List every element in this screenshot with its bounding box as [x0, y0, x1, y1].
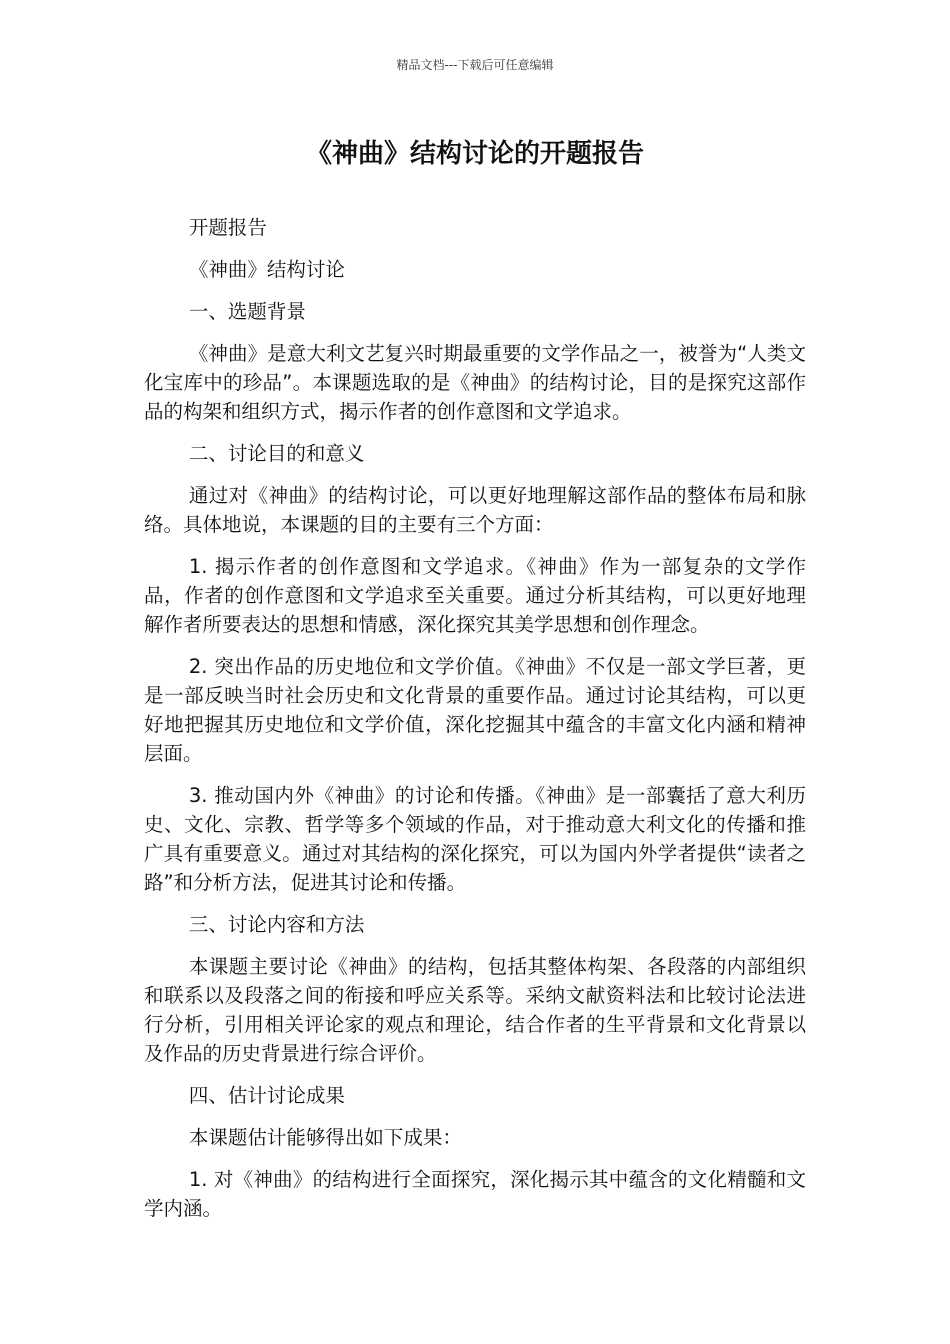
- section-heading-background: 一、选题背景: [188, 300, 306, 323]
- section-heading-methods: 三、讨论内容和方法: [188, 913, 365, 936]
- page-header-note: 精品文档---下载后可任意编辑: [396, 58, 554, 72]
- paragraph-report-label: 开题报告: [188, 216, 267, 239]
- paragraph-results-intro: 本课题估计能够得出如下成果：: [188, 1126, 462, 1149]
- paragraph-results-item-1: 1. 对《神曲》的结构进行全面探究，深化揭示其中蕴含的文化精髓和文学内涵。: [144, 1168, 806, 1220]
- paragraph-topic: 《神曲》结构讨论: [188, 258, 345, 281]
- paragraph-purpose-intro: 通过对《神曲》的结构讨论，可以更好地理解这部作品的整体布局和脉络。具体地说，本课题的目的主要有三个方面：: [144, 484, 806, 536]
- document-title: 《神曲》结构讨论的开题报告: [305, 139, 644, 169]
- paragraph-purpose-item-1: 1. 揭示作者的创作意图和文学追求。《神曲》作为一部复杂的文学作品，作者的创作意图和文学追求至关重要。通过分析其结构，可以更好地理解作者所要表达的思想和情感，深化探究其美学思想和创作理念。: [144, 555, 806, 636]
- document-body: [144, 213, 806, 1236]
- section-heading-results: 四、估计讨论成果: [188, 1084, 345, 1107]
- paragraph-background: 《神曲》是意大利文艺复兴时期最重要的文学作品之一，被誉为“人类文化宝库中的珍品”。本课题选取的是《神曲》的结构讨论，目的是探究这部作品的构架和组织方式，揭示作者的创作意图和文学追求。: [144, 342, 806, 423]
- paragraph-methods: 本课题主要讨论《神曲》的结构，包括其整体构架、各段落的内部组织和联系以及段落之间的衔接和呼应关系等。采纳文献资料法和比较讨论法进行分析，引用相关评论家的观点和理论，结合作者的生平背景和文化背景以及作品的历史背景进行综合评价。: [144, 955, 806, 1065]
- paragraph-purpose-item-2: 2. 突出作品的历史地位和文学价值。《神曲》不仅是一部文学巨著，更是一部反映当时社会历史和文化背景的重要作品。通过讨论其结构，可以更好地把握其历史地位和文学价值，深化挖掘其中蕴含的丰富文化内涵和精神层面。: [144, 655, 806, 765]
- paragraph-purpose-item-3: 3. 推动国内外《神曲》的讨论和传播。《神曲》是一部囊括了意大利历史、文化、宗教、哲学等多个领域的作品，对于推动意大利文化的传播和推广具有重要意义。通过对其结构的深化探究，可以为国内外学者提供“读者之路”和分析方法，促进其讨论和传播。: [144, 784, 806, 894]
- section-heading-purpose: 二、讨论目的和意义: [188, 442, 365, 465]
